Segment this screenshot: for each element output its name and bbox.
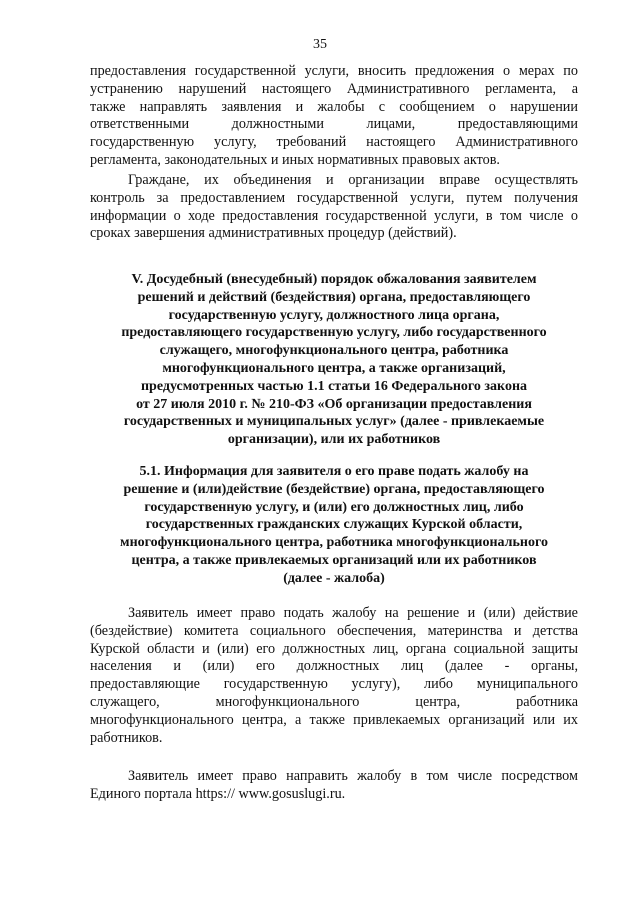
heading-line: многофункционального центра, работника многофункционального <box>120 535 548 551</box>
paragraph-intro <box>90 63 578 170</box>
heading-line: государственную услугу, должностного лица органа, <box>168 307 500 323</box>
text-line: предоставляющие государственную услугу), либо муниципального <box>90 676 578 693</box>
heading-line: решение и (или)действие (бездействие) органа, предоставляющего <box>123 481 545 497</box>
heading-line: предоставляющего государственную услугу, либо государственного <box>121 325 547 341</box>
heading-line: государственных гражданских служащих Курской области, <box>145 517 523 533</box>
text-line: многофункционального центра, а также привлекаемых организаций или их <box>90 711 578 728</box>
text-line: Заявитель имеет право подать жалобу на решение и (или) действие <box>128 605 578 621</box>
heading-line: от 27 июля 2010 г. № 210-ФЗ «Об организации предоставления <box>136 396 532 412</box>
text-line: информации о ходе предоставления государственной услуги, в том числе о <box>90 207 578 224</box>
text-line: населения и (или) его должностных лиц (далее - органы, <box>90 658 578 675</box>
text-line: государственную услугу, требований настоящего Административного <box>90 134 578 151</box>
heading-line: организации), или их работников <box>227 432 441 448</box>
text-line: служащего, многофункционального центра, работника <box>90 693 578 710</box>
text-line: контроль за предоставлением государственной услуги, путем получения <box>90 189 578 206</box>
text-line: Заявитель имеет право направить жалобу в том числе посредством <box>128 768 578 784</box>
subsection-5-1-heading <box>90 463 578 588</box>
text-line: сроках завершения административных процедур (действий). <box>90 225 457 242</box>
text-line: регламента, законодательных и иных нормативных правовых актов. <box>90 151 500 168</box>
heading-line: центра, а также привлекаемых организаций или их работников <box>131 552 537 568</box>
paragraph-portal <box>90 768 578 804</box>
text-line: предоставления государственной услуги, вносить предложения о мерах по <box>90 63 578 79</box>
heading-line: государственных и муниципальных услуг» (далее - привлекаемые <box>123 414 545 430</box>
heading-line: 5.1. Информация для заявителя о его праве подать жалобу на <box>139 464 529 479</box>
text-line: устранению нарушений настоящего Административного регламента, а <box>90 80 578 97</box>
paragraph-complaint-right <box>90 605 578 747</box>
text-line: Единого портала https:// www.gosuslugi.ru. <box>90 785 346 802</box>
paragraph-citizens-control <box>90 172 578 243</box>
heading-line: V. Досудебный (внесудебный) порядок обжалования заявителем <box>131 272 537 287</box>
text-line: работников. <box>90 729 163 746</box>
text-line: (бездействие) комитета социального обеспечения, материнства и детства <box>90 622 578 639</box>
text-line: Курской области и (или) его должностных лиц, органа социальной защиты <box>90 640 578 657</box>
heading-line: государственную услугу, и (или) его должностных лиц, либо <box>144 499 524 515</box>
heading-line: предусмотренных частью 1.1 статьи 16 Федерального закона <box>140 378 528 394</box>
text-line: ответственными должностными лицами, предоставляющими <box>90 116 578 133</box>
heading-line: многофункционального центра, а также организаций, <box>162 360 506 376</box>
text-line: Граждане, их объединения и организации вправе осуществлять <box>128 172 578 188</box>
page-number: 35 <box>313 37 327 52</box>
section-v-heading <box>90 271 578 449</box>
heading-line: (далее - жалоба) <box>283 570 385 586</box>
heading-line: служащего, многофункционального центра, работника <box>159 343 509 359</box>
heading-line: решений и действий (бездействия) органа, предоставляющего <box>137 289 531 305</box>
text-line: также направлять заявления и жалобы с сообщением о нарушении <box>90 98 578 115</box>
